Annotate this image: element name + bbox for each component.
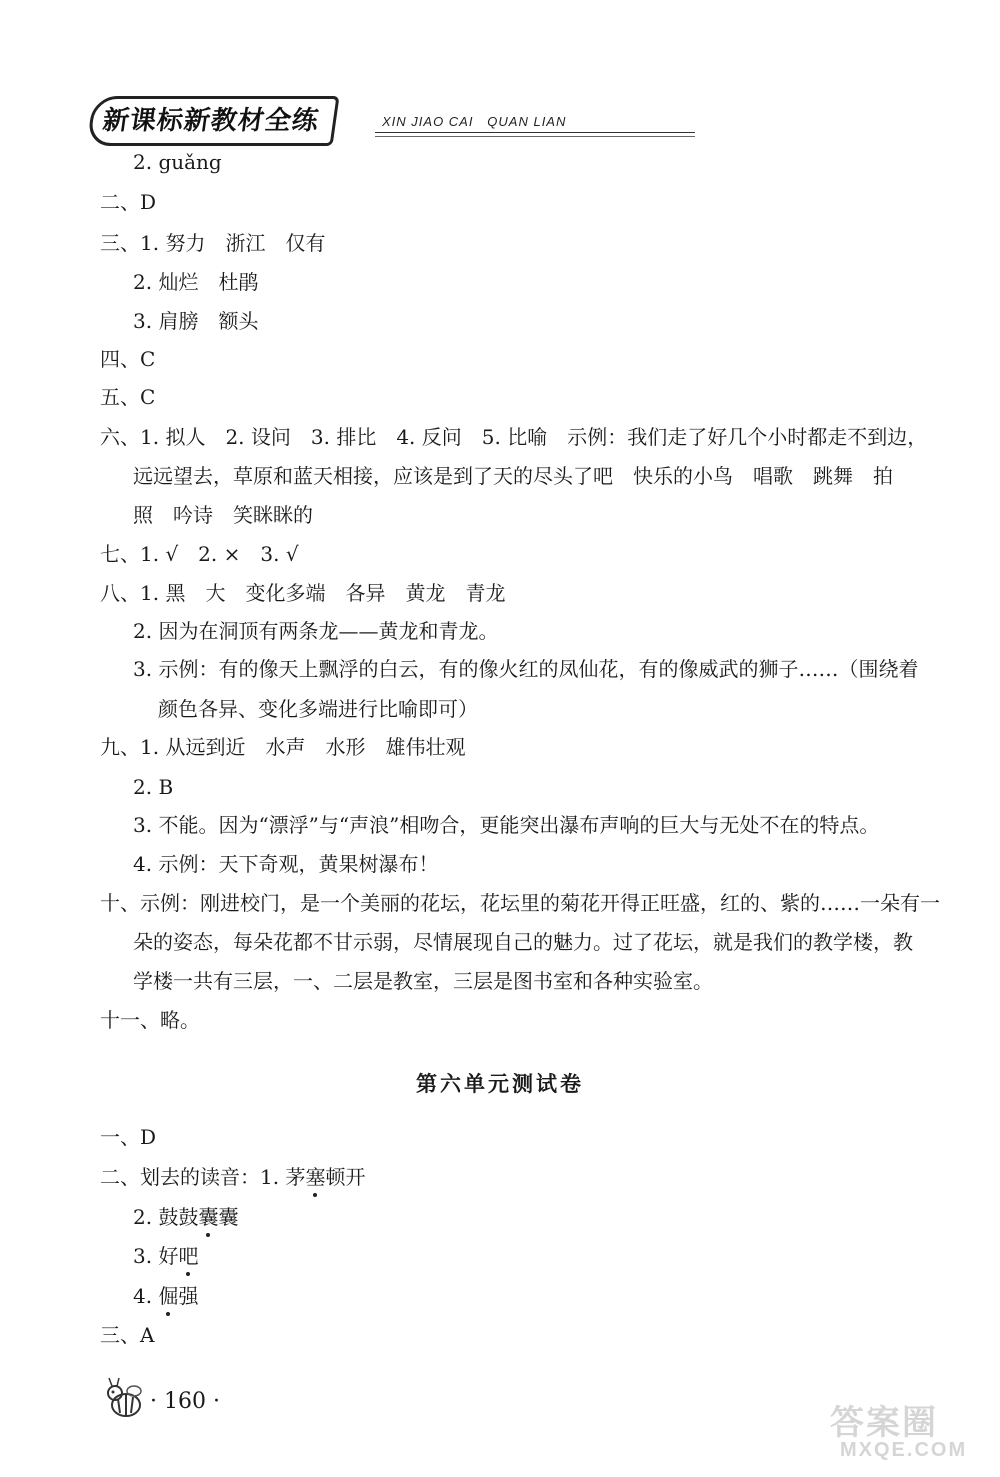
answer-line: 2. 灿烂 杜鹃 [133, 270, 259, 294]
answer-line: 朵的姿态，每朵花都不甘示弱，尽情展现自己的魅力。过了花坛，就是我们的教学楼，教 [133, 930, 913, 954]
bee-mascot-icon [100, 1375, 148, 1423]
answer-line: 2. B [133, 775, 174, 799]
answer-line: 二、D [100, 190, 157, 214]
answer-line: 十一、略。 [100, 1008, 200, 1032]
watermark-url: MXQE.COM [840, 1439, 968, 1461]
answer-line: 七、1. √ 2. × 3. √ [100, 542, 299, 566]
header-rule-thin [375, 136, 695, 137]
answer-line [133, 1205, 1000, 1229]
answer-line: 八、1. 黑 大 变化多端 各异 黄龙 青龙 [100, 581, 506, 605]
answer-line: 三、A [100, 1323, 155, 1347]
answer-text: 顿开 [325, 1165, 366, 1189]
answer-text: 囊 [218, 1205, 239, 1229]
dotted-char: 倔 [158, 1284, 179, 1308]
answer-line: 3. 不能。因为“漂浮”与“声浪”相吻合，更能突出瀑布声响的巨大与无处不在的特点。 [133, 813, 880, 837]
answer-text: 2. 鼓鼓 [133, 1205, 199, 1229]
answer-line: 4. 示例：天下奇观，黄果树瀑布！ [133, 852, 439, 876]
page-footer [100, 1375, 500, 1435]
dotted-char: 吧 [178, 1244, 199, 1268]
answer-line [100, 1165, 1000, 1189]
answer-line: 远远望去，草原和蓝天相接，应该是到了天的尽头了吧 快乐的小鸟 唱歌 跳舞 拍 [133, 464, 893, 488]
book-logo: 新课标新教材全练 [86, 96, 339, 146]
watermark-logo: 答案圈 [830, 1403, 938, 1443]
answer-line: 照 吟诗 笑眯眯的 [133, 503, 313, 527]
dotted-char: 塞 [305, 1165, 326, 1189]
answer-line: 2. guǎng [133, 150, 222, 174]
answer-text: 3. 好 [133, 1244, 179, 1268]
answer-line: 四、C [100, 347, 156, 371]
answer-text: 强 [178, 1284, 199, 1308]
answer-line: 3. 示例：有的像天上飘浮的白云，有的像火红的凤仙花，有的像威武的狮子……（围绕着 [133, 657, 919, 681]
answer-line [133, 1284, 1000, 1308]
answer-text: 二、划去的读音：1. 茅 [100, 1165, 306, 1189]
page-number: · 160 · [150, 1389, 220, 1414]
answer-text: 4. [133, 1284, 159, 1308]
answer-line: 颜色各异、变化多端进行比喻即可） [158, 697, 478, 721]
answer-line: 九、1. 从远到近 水声 水形 雄伟壮观 [100, 735, 466, 759]
answer-line: 2. 因为在洞顶有两条龙——黄龙和青龙。 [133, 619, 499, 643]
dotted-char: 囊 [198, 1205, 219, 1229]
answer-line: 五、C [100, 385, 156, 409]
answer-line: 一、D [100, 1125, 157, 1149]
page-header [90, 92, 1000, 152]
answer-line: 学楼一共有三层，一、二层是教室，三层是图书室和各种实验室。 [133, 969, 713, 993]
answer-line: 3. 肩膀 额头 [133, 309, 259, 333]
answer-line [133, 1244, 1000, 1268]
watermark [830, 1395, 980, 1465]
answer-line: 三、1. 努力 浙江 仅有 [100, 231, 326, 255]
answer-line: 十、示例：刚进校门，是一个美丽的花坛，花坛里的菊花开得正旺盛，红的、紫的……一朵有一 [100, 891, 940, 915]
section-title: 第六单元测试卷 [416, 1072, 584, 1096]
book-pinyin-title: XIN JIAO CAI QUAN LIAN [382, 114, 567, 129]
header-rule [375, 132, 695, 133]
answer-line: 六、1. 拟人 2. 设问 3. 排比 4. 反问 5. 比喻 示例：我们走了好几个小时都走不到边， [100, 425, 928, 449]
